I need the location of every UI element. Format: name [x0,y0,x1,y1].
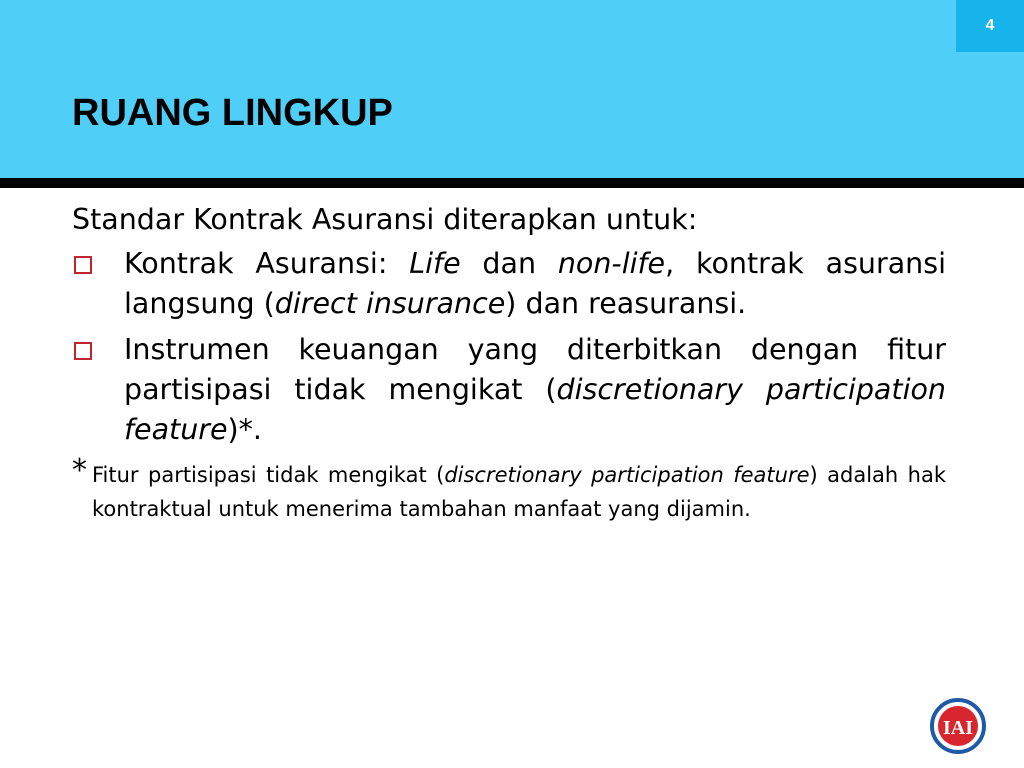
logo-text: IAI [942,717,974,739]
iai-logo [930,698,986,754]
bullet-1-text: ) dan reasuransi. [505,287,747,320]
footnote-text: Fitur partisipasi tidak mengikat ( [92,463,445,487]
bullet-1-italic-life: Life [409,247,461,280]
page-number [956,0,1024,52]
bullet-item-1 [72,244,946,324]
bullet-1-text: , kontrak asuransi langsung ( [124,247,946,320]
footnote-star: * [72,453,87,488]
slide-title: RUANG LINGKUP [72,92,393,134]
footnote-text: ) adalah hak kontraktual untuk menerima tambahan manfaat yang dijamin. [92,463,947,521]
slide-body [72,200,946,526]
bullet-2-text: Instrumen keuangan yang diterbitkan dengan fitur partisipasi tidak mengikat ( [124,333,946,406]
bullet-1-italic-direct: direct insurance [274,287,506,320]
square-bullet-icon [74,256,92,274]
bullet-item-2 [72,330,946,450]
header-divider [0,178,1024,188]
intro-text: Standar Kontrak Asuransi diterapkan untuk: [72,203,698,236]
square-bullet-icon [74,342,92,360]
header-band [0,0,1024,178]
bullet-1-text: dan [460,247,558,280]
footnote-italic: discretionary participation feature [444,463,810,487]
bullet-1-italic-nonlife: non-life [557,247,666,280]
bullet-2-italic: discretionary participation feature [124,373,946,446]
bullet-2-text: )*. [227,413,262,446]
footnote [72,453,947,526]
bullet-1-text: Kontrak Asuransi: [124,247,410,280]
page-number-text: 4 [985,17,995,34]
